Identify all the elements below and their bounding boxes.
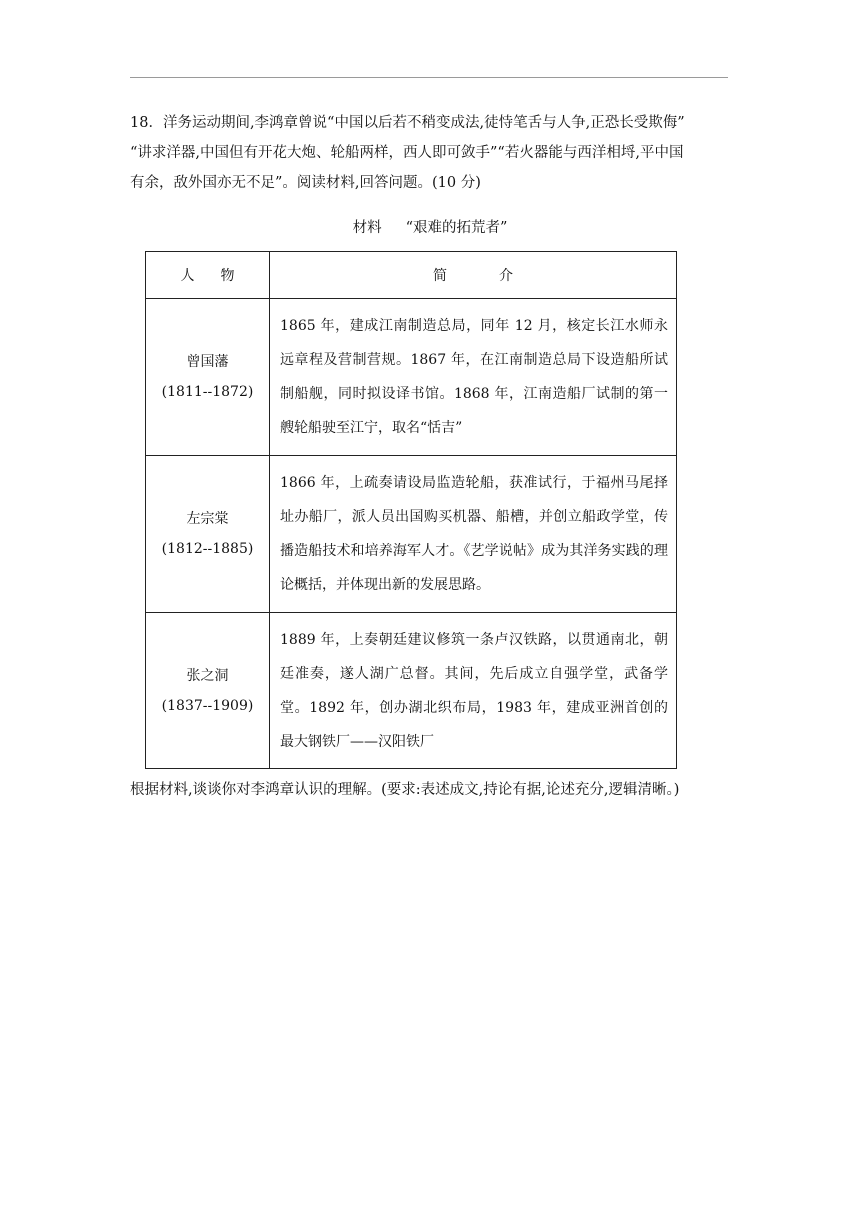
table-header-row (146, 252, 677, 299)
person-cell (146, 613, 270, 769)
material-title (130, 216, 730, 240)
material-heading: “艰难的拓荒者” (405, 220, 508, 236)
person-years: (1837--1909) (161, 697, 254, 714)
question-line: “讲求洋器,中国但有开花大炮、轮船两样，西人即可敛手”“若火器能与西洋相埒,平中国 (130, 145, 684, 161)
person-cell (146, 456, 270, 613)
person-name: 曾国藩 (186, 354, 229, 370)
person-years: (1811--1872) (161, 384, 254, 400)
table-row (146, 613, 677, 769)
intro-cell: 1865 年，建成江南制造总局，同年 12 月，核定长江水师永远章程及营制营规。1867 年，在江南制造总局下设造船所试制船舰，同时拟设译书馆。1868 年，江南造船厂试制的第一艘轮船驶至江宁，取名“恬吉” (270, 299, 677, 456)
essay-prompt: 根据材料,谈谈你对李鸿章认识的理解。(要求:表述成文,持论有据,论述充分,逻辑清晰。) (130, 782, 680, 798)
table-row (146, 456, 677, 613)
intro-cell: 1889 年，上奏朝廷建议修筑一条卢汉铁路，以贯通南北，朝廷准奏，遂人湖广总督。其间，先后成立自强学堂，武备学堂。1892 年，创办湖北织布局，1983 年，建成亚洲首创的最大钢铁厂——汉阳铁厂 (270, 613, 677, 769)
person-cell (146, 299, 270, 456)
question-stem (130, 108, 730, 198)
intro-cell: 1866 年，上疏奏请设局监造轮船，获准试行，于福州马尾择址办船厂，派人员出国购买机器、船槽，并创立船政学堂，传播造船技术和培养海军人才。《艺学说帖》成为其洋务实践的理论概括，并体现出新的发展思路。 (270, 456, 677, 613)
table-row (146, 299, 677, 456)
question-line: 18．洋务运动期间,李鸿章曾说“中国以后若不稍变成法,徒恃笔舌与人争,正恐长受欺侮” (130, 115, 685, 131)
question-line: 有余，敌外国亦无不足”。阅读材料,回答问题。(10 分) (130, 175, 481, 191)
column-header-intro: 简 介 (270, 252, 677, 299)
page-header-rule (130, 77, 728, 78)
person-name: 左宗棠 (186, 511, 229, 527)
reformers-table (145, 251, 677, 769)
person-name: 张之洞 (186, 667, 229, 684)
person-years: (1812--1885) (161, 541, 254, 557)
material-label: 材料 (352, 220, 382, 236)
column-header-person: 人 物 (146, 252, 270, 299)
